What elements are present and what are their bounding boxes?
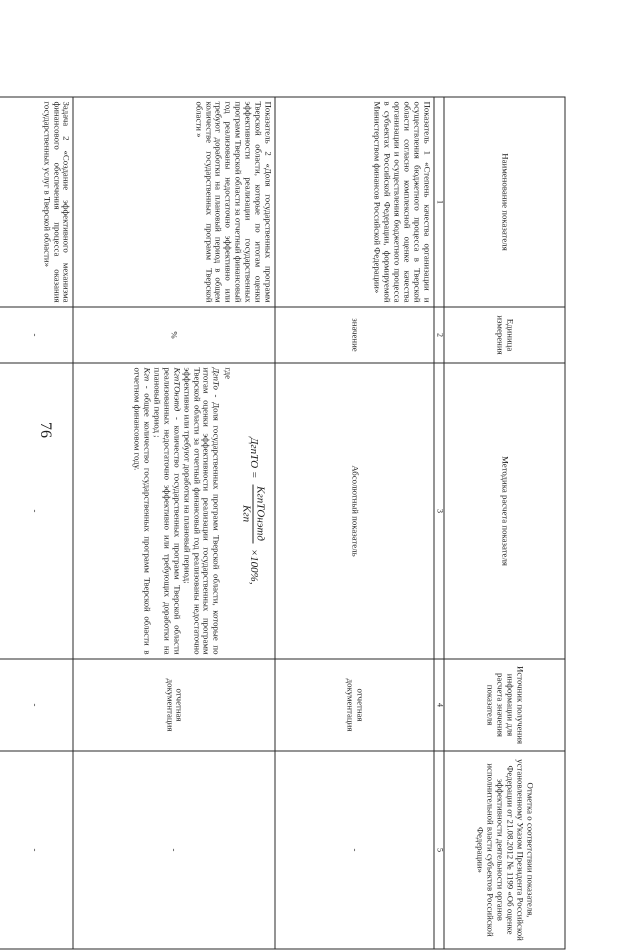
indicator-table-frame (0, 97, 566, 949)
definition-text: - Доля государственных программ Тверской области, которые по итогам оценки эффективности реализации государственных программ Тверской области за отчетный финансовый год реализованы недостаточно эффективно или требуют доработки на плановый период; (182, 367, 222, 655)
task-unit: - (0, 307, 73, 363)
indicator-name: Показатель 2 «Доля государственных программ Тверской области, которые по итогам оценки эффективности реализации государственных программ Тверской области за отчетный финансовый год реализованы недостаточно эффективно или требуют доработки на плановый период в общем количестве государственных программ Тверской области » (73, 97, 274, 307)
indicator-source: отчетная документация (73, 659, 274, 751)
column-number-row (434, 97, 445, 949)
column-number: 5 (434, 751, 445, 949)
formula-where-label: где (223, 367, 234, 380)
definition-text: - общее количество государственных программ Тверской области в отчетном финансовом году. (133, 367, 153, 655)
formula-lhs: ДгпТО = (247, 437, 260, 479)
header-source: Источник получения информации для расчета значения показателя (444, 659, 565, 751)
definition-symbol: ДгпТо (211, 367, 222, 390)
definition-symbol: КгпТОнэтд (172, 367, 183, 412)
formula-definition (152, 368, 182, 655)
indicator-method: Абсолютный показатель (275, 363, 434, 659)
formula-denominator: Кгп (240, 505, 253, 523)
formula-definition (181, 368, 220, 655)
formula-numerator: КгпТОнэтд (254, 486, 267, 541)
column-number: 2 (434, 307, 445, 363)
header-decree-mark: Отметка о соответствии показателя, установленному Указом Президента Российской Федерации от 21.08.2012 № 1199 «Об оценке эффективности деятельности органов исполнительной власти субъектов Российской Федерации» (444, 751, 565, 949)
table-row-indicator-1 (275, 97, 434, 949)
page-number: 76 (37, 422, 54, 438)
header-method: Методика расчета показателя (444, 363, 565, 659)
formula (241, 368, 267, 655)
indicator-name: Показатель 1 «Степень качества организации и осуществления бюджетного процесса в Тверской области согласно комплексной оценке качества организации и осуществления бюджетного процесса в субъектах Российской Федерации, формируемой Министерством финансов Российской Федерации» (275, 97, 434, 307)
column-number: 3 (434, 363, 445, 659)
task-name: Задача 2 «Создание эффективного механизма финансового обеспечения процесса оказания государственных услуг в Тверской области» (0, 97, 73, 307)
indicator-mark: - (275, 751, 434, 949)
column-number: 4 (434, 659, 445, 751)
indicator-unit: % (73, 307, 274, 363)
column-number: 1 (434, 97, 445, 307)
task-mark: - (0, 751, 73, 949)
table-row-task-2 (0, 97, 73, 949)
table-header-row (444, 97, 565, 949)
definition-symbol: Кгп (142, 367, 153, 382)
indicator-method-formula (73, 363, 274, 659)
formula-tail: ×100%, (247, 548, 260, 585)
indicator-table (0, 97, 566, 950)
header-indicator-name: Наименование показателя (444, 97, 565, 307)
indicator-source: отчетная документация (275, 659, 434, 751)
indicator-unit: значение (275, 307, 434, 363)
task-source: - (0, 659, 73, 751)
definition-text: - количество государственных программ Тверской области реализованных недостаточно эффективно или требующих доработки на плановый период ; (152, 367, 183, 655)
indicator-mark: - (73, 751, 274, 949)
formula-definition (132, 368, 152, 655)
table-row-indicator-2 (73, 97, 274, 949)
formula-fraction (241, 484, 267, 543)
task-method: - (0, 363, 73, 659)
header-unit: Единица измерения (444, 307, 565, 363)
